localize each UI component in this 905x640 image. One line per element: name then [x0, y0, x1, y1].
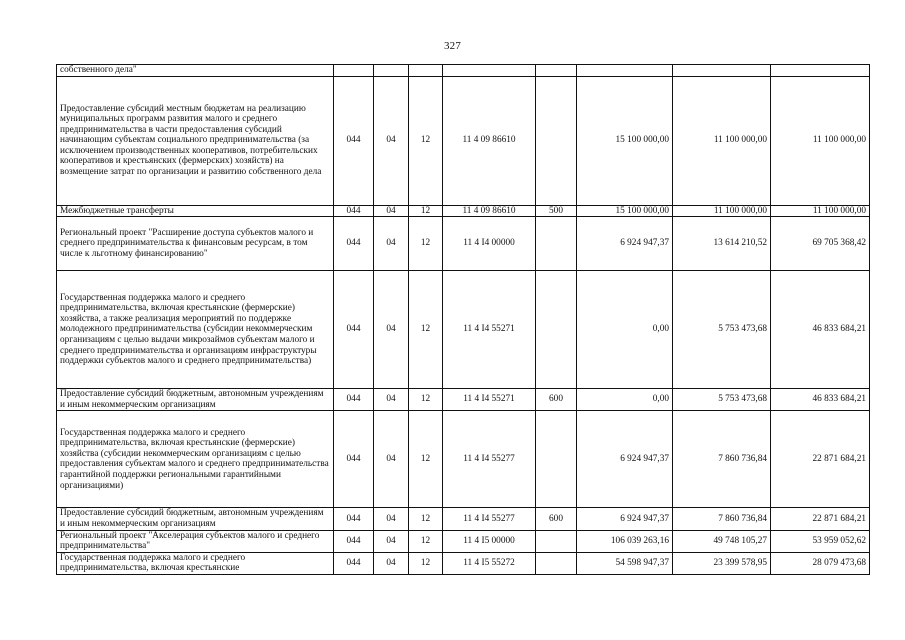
budget-table — [56, 64, 870, 575]
row-amount-year3: 11 100 000,00 — [771, 205, 870, 217]
row-name: Государственная поддержка малого и среднего предпринимательства, включая крестьянские (фермерские) хозяйства, а также реализация мероприятий по поддержке молодежного предпринимательства (субсидии некоммерческим организациям с целью выдачи микрозаймов субъектам малого и среднего предпринимательства и организациям инфраструктуры поддержки субъектов малого и среднего предпринимательства) — [57, 271, 334, 389]
row-expense-type — [536, 76, 577, 205]
row-amount-year2: 7 860 736,84 — [673, 508, 771, 530]
row-section: 04 — [374, 76, 409, 205]
row-expense-type: 600 — [536, 508, 577, 530]
row-section — [374, 65, 409, 77]
row-amount-year1: 15 100 000,00 — [577, 76, 673, 205]
page-number: 327 — [443, 40, 462, 52]
row-target-article: 11 4 09 86610 — [443, 205, 536, 217]
row-gov-code: 044 — [334, 530, 374, 552]
row-target-article: 11 4 I4 55277 — [443, 508, 536, 530]
row-gov-code: 044 — [334, 411, 374, 508]
row-amount-year1: 0,00 — [577, 271, 673, 389]
row-expense-type — [536, 217, 577, 271]
row-target-article: 11 4 I5 00000 — [443, 530, 536, 552]
row-expense-type — [536, 530, 577, 552]
row-subsection: 12 — [409, 389, 443, 411]
row-subsection: 12 — [409, 76, 443, 205]
row-expense-type — [536, 65, 577, 77]
row-amount-year2: 7 860 736,84 — [673, 411, 771, 508]
row-target-article: 11 4 09 86610 — [443, 76, 536, 205]
row-name: Предоставление субсидий бюджетным, автономным учреждениям и иным некоммерческим организациям — [57, 508, 334, 530]
row-gov-code: 044 — [334, 552, 374, 574]
row-subsection: 12 — [409, 217, 443, 271]
row-name: Региональный проект "Расширение доступа субъектов малого и среднего предпринимательства к финансовым ресурсам, в том числе к льготному финансированию" — [57, 217, 334, 271]
row-gov-code: 044 — [334, 271, 374, 389]
row-amount-year1: 6 924 947,37 — [577, 508, 673, 530]
row-amount-year2: 5 753 473,68 — [673, 389, 771, 411]
row-expense-type — [536, 411, 577, 508]
row-expense-type: 500 — [536, 205, 577, 217]
row-subsection: 12 — [409, 205, 443, 217]
row-amount-year1: 54 598 947,37 — [577, 552, 673, 574]
row-amount-year1 — [577, 65, 673, 77]
row-amount-year2: 11 100 000,00 — [673, 205, 771, 217]
row-name: Предоставление субсидий местным бюджетам на реализацию муниципальных программ развития малого и среднего предпринимательства в части предоставления субсидий начинающим субъектам социального предпринимательства (за исключением производственных кооперативов, потребительских кооперативов и крестьянских (фермерских) хозяйств) на возмещение затрат по организации и развитию собственного дела — [57, 76, 334, 205]
row-gov-code: 044 — [334, 389, 374, 411]
row-amount-year1: 0,00 — [577, 389, 673, 411]
row-target-article: 11 4 I4 55271 — [443, 271, 536, 389]
row-amount-year3 — [771, 65, 870, 77]
row-amount-year1: 106 039 263,16 — [577, 530, 673, 552]
row-target-article — [443, 65, 536, 77]
row-section: 04 — [374, 552, 409, 574]
table-row — [57, 76, 870, 205]
row-section: 04 — [374, 271, 409, 389]
table-row — [57, 271, 870, 389]
table-row — [57, 205, 870, 217]
row-amount-year3: 11 100 000,00 — [771, 76, 870, 205]
row-target-article: 11 4 I5 55272 — [443, 552, 536, 574]
row-amount-year1: 15 100 000,00 — [577, 205, 673, 217]
row-section: 04 — [374, 205, 409, 217]
row-section: 04 — [374, 508, 409, 530]
table-row — [57, 389, 870, 411]
row-amount-year3: 22 871 684,21 — [771, 411, 870, 508]
row-amount-year2: 49 748 105,27 — [673, 530, 771, 552]
row-amount-year3: 69 705 368,42 — [771, 217, 870, 271]
row-gov-code: 044 — [334, 217, 374, 271]
row-subsection: 12 — [409, 271, 443, 389]
row-subsection: 12 — [409, 530, 443, 552]
row-name: Государственная поддержка малого и среднего предпринимательства, включая крестьянские — [57, 552, 334, 574]
row-gov-code — [334, 65, 374, 77]
row-section: 04 — [374, 389, 409, 411]
row-expense-type: 600 — [536, 389, 577, 411]
row-section: 04 — [374, 217, 409, 271]
row-subsection: 12 — [409, 508, 443, 530]
table-row — [57, 552, 870, 574]
row-amount-year2 — [673, 65, 771, 77]
row-name: собственного дела" — [57, 65, 334, 77]
row-expense-type — [536, 271, 577, 389]
table-row — [57, 65, 870, 77]
row-name: Предоставление субсидий бюджетным, автономным учреждениям и иным некоммерческим организациям — [57, 389, 334, 411]
row-section: 04 — [374, 411, 409, 508]
table-row — [57, 530, 870, 552]
row-target-article: 11 4 I4 55277 — [443, 411, 536, 508]
row-name: Государственная поддержка малого и среднего предпринимательства, включая крестьянские (фермерские) хозяйства (субсидии некоммерческим организациям с целью предоставления субъектам малого и среднего предпринимательства гарантийной поддержки региональными гарантийными организациями) — [57, 411, 334, 508]
row-subsection — [409, 65, 443, 77]
row-amount-year3: 46 833 684,21 — [771, 389, 870, 411]
row-amount-year2: 11 100 000,00 — [673, 76, 771, 205]
row-amount-year2: 5 753 473,68 — [673, 271, 771, 389]
row-amount-year3: 22 871 684,21 — [771, 508, 870, 530]
row-subsection: 12 — [409, 552, 443, 574]
row-amount-year1: 6 924 947,37 — [577, 411, 673, 508]
row-amount-year3: 46 833 684,21 — [771, 271, 870, 389]
table-row — [57, 508, 870, 530]
table-row — [57, 411, 870, 508]
table-body — [57, 65, 870, 575]
row-name: Межбюджетные трансферты — [57, 205, 334, 217]
row-target-article: 11 4 I4 00000 — [443, 217, 536, 271]
row-name: Региональный проект "Акселерация субъектов малого и среднего предпринимательства" — [57, 530, 334, 552]
row-amount-year3: 28 079 473,68 — [771, 552, 870, 574]
row-subsection: 12 — [409, 411, 443, 508]
row-amount-year2: 23 399 578,95 — [673, 552, 771, 574]
row-section: 04 — [374, 530, 409, 552]
row-amount-year1: 6 924 947,37 — [577, 217, 673, 271]
table-row — [57, 217, 870, 271]
row-gov-code: 044 — [334, 205, 374, 217]
row-amount-year2: 13 614 210,52 — [673, 217, 771, 271]
row-gov-code: 044 — [334, 508, 374, 530]
row-gov-code: 044 — [334, 76, 374, 205]
row-target-article: 11 4 I4 55271 — [443, 389, 536, 411]
row-amount-year3: 53 959 052,62 — [771, 530, 870, 552]
row-expense-type — [536, 552, 577, 574]
